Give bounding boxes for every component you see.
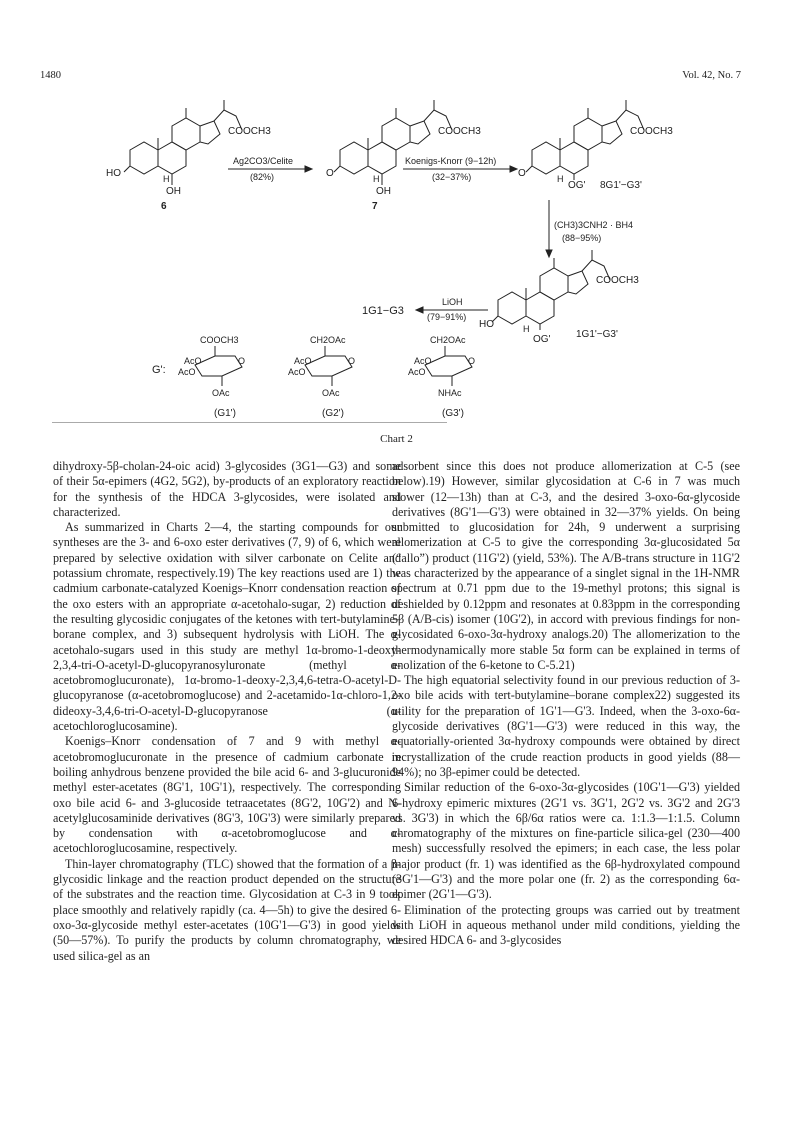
journal-volume: Vol. 42, No. 7	[682, 70, 741, 81]
paragraph: The high equatorial selectivity found in our previous reduction of 3-oxo bile acids with tert-butylamine–borane complex22) suggested its utility for the preparation of 1G'1—G'3. Indeed, when the 3-oxo-6α-glycoside derivatives (8G'1—G'3) were reduced in this way, the equatorially-oriented 3α-hydroxy compounds were obtained by direct recrystallization of the crude reaction products in good yields (88—94%); no 3β-epimer could be detected.	[392, 673, 740, 779]
steroid-skeleton-1gp	[492, 250, 610, 330]
arrow2-reagent: Koenigs-Knorr (9−12h)	[405, 156, 497, 166]
arrow3-yield: (88−95%)	[562, 233, 602, 243]
sugar1-top: COOCH3	[200, 335, 239, 345]
h-label-7: H	[373, 174, 380, 184]
sugar2-top: CH2OAc	[310, 335, 346, 345]
text-column-left	[53, 459, 401, 964]
ho-label-6: HO	[106, 168, 121, 179]
h-label-1gp: H	[523, 324, 530, 334]
paragraph: adsorbent since this does not produce allomerization at C-5 (see below).19) However, similar glycosidation at C-6 in 7 was much slower (12—13h) than at C-3, and the desired 3-oxo-6α-glycoside derivatives (8G'1—G'3) were obtained in 32—37% yields. On being submitted to glucosidation for 24h, 9 underwent a surprising allomerization at C-5 to give the corresponding 3α-glucosidated 5α (“allo”) product (11G'2) (yield, 53%). The A/B-trans structure in 11G'2 was characterized by the appearance of a singlet signal in the 1H-NMR spectrum at 0.71 ppm due to the 19-methyl protons; this signal is deshielded by 0.12ppm and resonates at 0.83ppm in the corresponding 5β (A/B-cis) isomer (10G'2), in accord with previous findings for non-glycosidated 6-oxo-3α-hydroxy analogs.20) The allomerization to the thermodynamically more stable 5α form can be explained in terms of enolization of the 6-ketone to C-5.21)	[392, 459, 740, 672]
sugar3-bottom: NHAc	[438, 388, 462, 398]
arrow2-yield: (32−37%)	[432, 172, 472, 182]
sugar3-ring-o: O	[468, 356, 476, 366]
text-column-right	[392, 459, 740, 949]
sugar2-label: (G2')	[322, 408, 344, 419]
og-label-8: OG'	[568, 180, 586, 191]
ester-label-7: COOCH3	[438, 126, 481, 137]
ester-label-8: COOCH3	[630, 126, 673, 137]
arrow1-reagent: Ag2CO3/Celite	[233, 156, 294, 166]
h-label-8: H	[557, 174, 564, 184]
oh-label-6: OH	[166, 186, 181, 197]
sugar2-ring-o: O	[348, 356, 356, 366]
arrow3-reagent: (CH3)3CNH2 · BH4	[554, 220, 634, 230]
sugar2-aco2: AcO	[288, 367, 306, 377]
sugar3-aco1: AcO	[414, 356, 432, 366]
sugar-rings	[195, 346, 472, 386]
o-label-7: O	[326, 168, 334, 179]
sugar1-ring-o: O	[238, 356, 246, 366]
paragraph: Koenigs–Knorr condensation of 7 and 9 with methyl α-acetobromoglucuronate in the presence of cadmium carbonate in boiling anhydrous benzene provided the bile acid 6- and 3-glucuronide methyl ester-acetates (8G'1, 10G'1), respectively. The corresponding oxo bile acid 6- and 3-glucoside tetraacetates (8G'2, 10G'2) and N-acetylglucosaminide derivatives (8G'3, 10G'3) were similarly prepared by condensation with α-acetobromoglucose and α-acetochloroglucosamine, respectively.	[53, 734, 401, 856]
paragraph: Thin-layer chromatography (TLC) showed that the formation of a β-glycosidic linkage and the reaction product depended on the structure of the substrates and the reaction time. Glycosidation at C-3 in 9 took place smoothly and relatively rapidly (ca. 4—5h) to give the desired 6-oxo-3α-glycoside methyl ester-acetates (10G'1—G'3) in good yields (50—57%). To purify the products by column chromatography, we used silica-gel as an	[53, 856, 401, 963]
sugar3-top: CH2OAc	[430, 335, 466, 345]
paragraph: Similar reduction of the 6-oxo-3α-glycosides (10G'1—G'3) yielded 6-hydroxy epimeric mixtures (2G'1 vs. 3G'1, 2G'2 vs. 3G'2 and 2G'3 vs. 3G'3) in which the 6β/6α ratios were ca. 1:1.3—1:1.5. Column chromatography of the mixtures on fine-particle silica-gel (230—400 mesh) successfully resolved the epimers; in each case, the less polar major product (fr. 1) was identified as the 6β-hydroxylated compound (3G'1—G'3) and the more polar one (fr. 2) as the corresponding 6α-epimer (2G'1—G'3).	[392, 780, 740, 902]
o-label-8: O	[518, 168, 526, 179]
paragraph: dihydroxy-5β-cholan-24-oic acid) 3-glycosides (3G1—G3) and some of their 5α-epimers (4G2, 5G2), by-products of an exploratory reaction for the synthesis of the HDCA 3-glycosides, were isolated and characterized.	[53, 459, 401, 519]
page-number: 1480	[40, 70, 61, 81]
oh-label-7: OH	[376, 186, 391, 197]
arrow4-reagent: LiOH	[442, 297, 463, 307]
figure-caption: Chart 2	[380, 433, 413, 445]
sugar2-aco1: AcO	[294, 356, 312, 366]
h-label-6: H	[163, 174, 170, 184]
sugar3-aco2: AcO	[408, 367, 426, 377]
steroid-skeleton-6	[124, 100, 242, 185]
reaction-scheme	[100, 90, 700, 435]
sugar2-bottom: OAc	[322, 388, 340, 398]
sugar1-bottom: OAc	[212, 388, 230, 398]
ester-label-1gp: COOCH3	[596, 275, 639, 286]
og-label-1gp: OG'	[533, 334, 551, 345]
sugar3-label: (G3')	[442, 408, 464, 419]
arrow4-yield: (79−91%)	[427, 312, 467, 322]
compound-number-7: 7	[372, 201, 378, 212]
sugar1-label: (G1')	[214, 408, 236, 419]
sugar1-aco2: AcO	[178, 367, 196, 377]
compound-number-8: 8G1'−G3'	[600, 180, 642, 191]
sugar1-aco1: AcO	[184, 356, 202, 366]
paragraph: As summarized in Charts 2—4, the starting compounds for our syntheses are the 3- and 6-oxo ester derivatives (7, 9) of 6, which were prepared by selective oxidation with silver carbonate on Celite and potassium chromate, respectively.19) The key reactions used are 1) the cadmium carbonate-catalyzed Koenigs–Knorr condensation reaction of the oxo esters with an appropriate α-acetohalo-sugar, 2) reduction of the resulting glycosidic conjugates of the ketones with tert-butylamine–borane complex, and 3) subsequent hydrolysis with LiOH. The α-acetohalo-sugars used in this study are methyl 1α-bromo-1-deoxy-2,3,4-tri-O-acetyl-D-glucopyranosyluronate (methyl α-acetobromoglucuronate), 1α-bromo-1-deoxy-2,3,4,6-tetra-O-acetyl-D-glucopyranose (α-acetobromoglucose) and 2-acetamido-1α-chloro-1,2-dideoxy-3,4,6-tri-O-acetyl-D-glucopyranose (α-acetochloroglucosamine).	[53, 520, 401, 734]
ho-label-1gp: HO	[479, 319, 494, 330]
g-prefix-label: G':	[152, 364, 166, 376]
figure-divider	[52, 422, 447, 423]
compound-number-6: 6	[161, 201, 167, 212]
paragraph: Elimination of the protecting groups was carried out by treatment with LiOH in aqueous methanol under mild conditions, yielding the desired HDCA 6- and 3-glycosides	[392, 902, 740, 948]
ester-label-6: COOCH3	[228, 126, 271, 137]
arrow1-yield: (82%)	[250, 172, 275, 182]
compound-number-1g: 1G1−G3	[362, 305, 404, 317]
steroid-skeleton-8	[526, 100, 644, 180]
compound-number-1gp: 1G1'−G3'	[576, 329, 618, 340]
